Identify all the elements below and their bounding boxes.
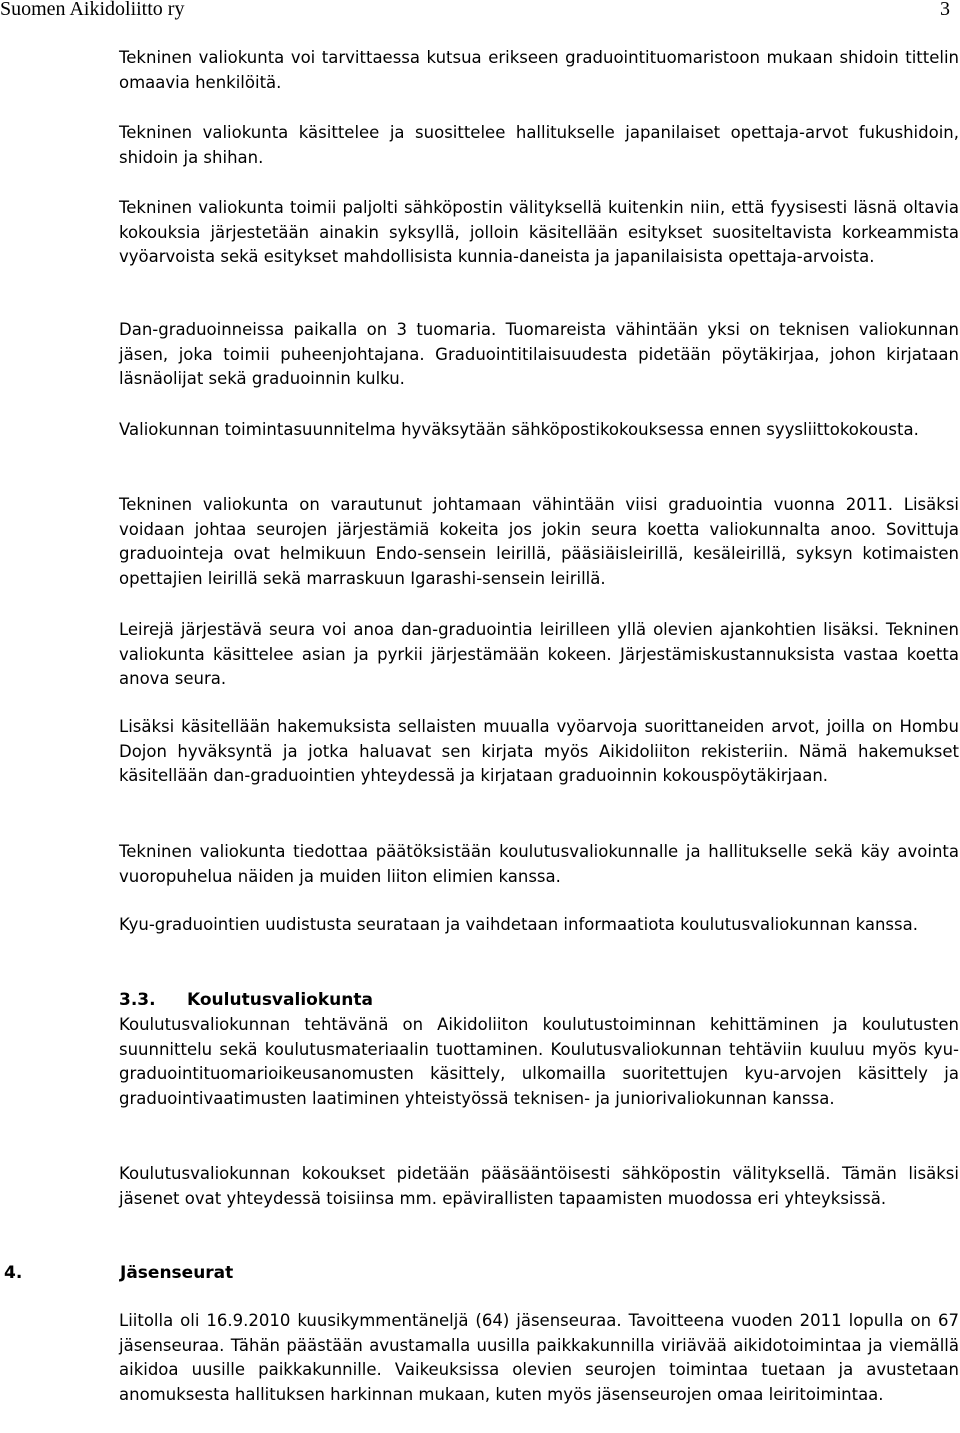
paragraph-5: Valiokunnan toimintasuunnitelma hyväksytään sähköpostikokouksessa ennen syysliittokokousta. [119,420,919,439]
section-heading-3-3 [119,988,373,1012]
page-number: 3 [940,0,950,20]
section-number: 3.3. [119,990,156,1010]
paragraph-4: Dan-graduoinneissa paikalla on 3 tuomaria. Tuomareista vähintään yksi on teknisen valiokunnan jäsen, joka toimii puheenjohtajana. Graduointitilaisuudesta pidetään pöytäkirjaa, johon kirjataan läsnäolijat sekä graduoinnin kulku. [119,320,959,389]
paragraph-3: Tekninen valiokunta toimii paljolti sähköpostin välityksellä kuitenkin niin, että fyysisesti läsnä oltavia kokouksia järjestetään ainakin syksyllä, jolloin käsitellään esitykset suositeltavista korkeammista vyöarvoista sekä esitykset mahdollisista kunnia-daneista ja japanilaisista opettaja-arvoista. [119,198,959,267]
paragraph-10: Kyu-graduointien uudistusta seurataan ja vaihdetaan informaatiota koulutusvaliokunnan kanssa. [119,915,918,934]
paragraph-2: Tekninen valiokunta käsittelee ja suosittelee hallitukselle japanilaiset opettaja-arvot fukushidoin, shidoin ja shihan. [119,123,959,167]
paragraph-11: Koulutusvaliokunnan tehtävänä on Aikidoliiton koulutustoiminnan kehittäminen ja koulutusten suunnittelu sekä koulutusmateriaalin tuottaminen. Koulutusvaliokunnan tehtäviin kuuluu myös kyu-graduointituomarioikeusanomusten käsittely, ulkomailla suoritettujen kyu-arvojen käsittely ja graduointivaatimusten laatiminen yhteistyössä teknisen- ja juniorivaliokunnan kanssa. [119,1015,959,1108]
page-header-org: Suomen Aikidoliitto ry [0,0,185,20]
paragraph-12: Koulutusvaliokunnan kokoukset pidetään pääsääntöisesti sähköpostin välityksellä. Tämän lisäksi jäsenet ovat yhteydessä toisiinsa mm. epävirallisten tapaamisten muodossa eri yhteyksissä. [119,1164,959,1208]
paragraph-9: Tekninen valiokunta tiedottaa päätöksistään koulutusvaliokunnalle ja hallitukselle sekä käy avointa vuoropuhelua näiden ja muiden liiton elimien kanssa. [119,842,959,886]
section-title: Koulutusvaliokunta [187,990,373,1010]
paragraph-1: Tekninen valiokunta voi tarvittaessa kutsua erikseen graduointituomaristoon mukaan shidoin tittelin omaavia henkilöitä. [119,48,959,92]
paragraph-6: Tekninen valiokunta on varautunut johtamaan vähintään viisi graduointia vuonna 2011. Lisäksi voidaan johtaa seurojen järjestämiä kokeita jos jokin seura koetta valiokunnalta anoo. Sovittuja graduointeja ovat helmikuun Endo-sensein leirillä, pääsiäisleirillä, kesäleirillä, syksyn kotimaisten opettajien leirillä sekä marraskuun Igarashi-sensein leirillä. [119,495,959,588]
paragraph-7: Leirejä järjestävä seura voi anoa dan-graduointia leirilleen yllä olevien ajankohtien lisäksi. Tekninen valiokunta käsittelee asian ja pyrkii järjestämään kokeen. Järjestämiskustannuksista vastaa koetta anova seura. [119,620,959,689]
section-title: Jäsenseurat [120,1263,234,1283]
paragraph-13: Liitolla oli 16.9.2010 kuusikymmentäneljä (64) jäsenseuraa. Tavoitteena vuoden 2011 lopulla on 67 jäsenseuraa. Tähän päästään avustamalla uusilla paikkakunnilla viriävää aikidotoimintaa ja viemällä aikidoa uusille paikkakunnille. Vaikeuksissa olevien seurojen toimintaa tuetaan ja avustetaan anomuksesta hallituksen harkinnan mukaan, kuten myös jäsenseurojen omaa leiritoimintaa. [119,1311,959,1404]
paragraph-8: Lisäksi käsitellään hakemuksista sellaisten muualla vyöarvoja suorittaneiden arvot, joilla on Hombu Dojon hyväksyntä ja jotka haluavat sen kirjata myös Aikidoliiton rekisteriin. Nämä hakemukset käsitellään dan-graduointien yhteydessä ja kirjataan graduoinnin kokouspöytäkirjaan. [119,717,959,786]
section-number: 4. [4,1263,23,1283]
